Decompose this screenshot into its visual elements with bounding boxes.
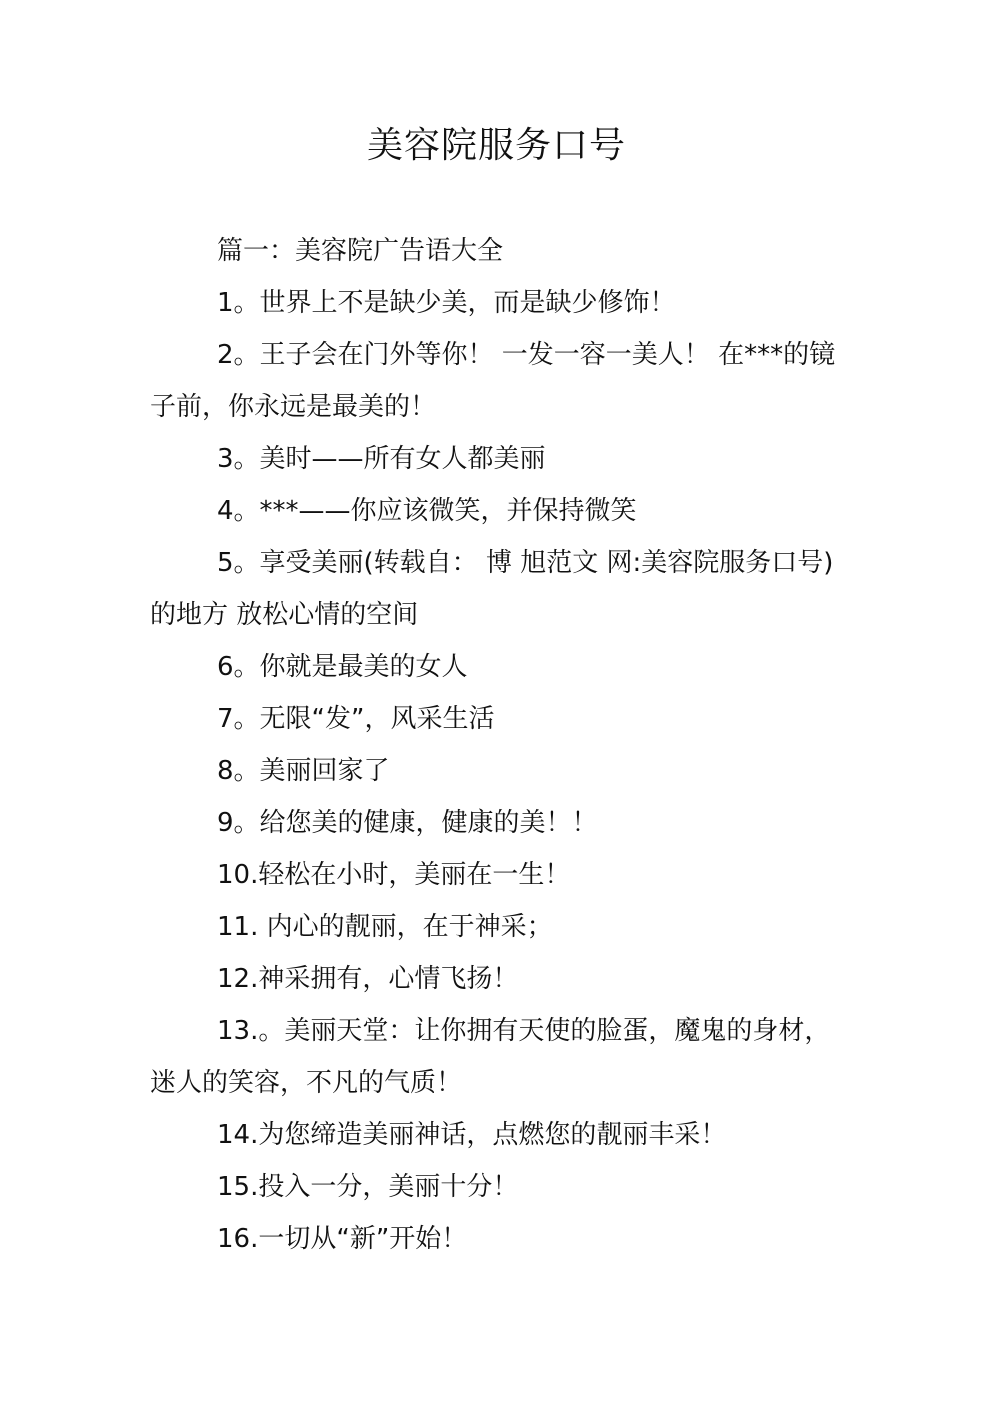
paragraph: 7。无限“发”，风采生活	[217, 704, 495, 734]
paragraph: 3。美时——所有女人都美丽	[217, 444, 546, 474]
document-body	[150, 225, 848, 1265]
paragraph: 16.一切从“新”开始！	[217, 1224, 468, 1254]
paragraph: 15.投入一分，美丽十分！	[217, 1172, 519, 1202]
paragraph: 6。你就是最美的女人	[217, 652, 468, 682]
paragraph: 1。世界上不是缺少美，而是缺少修饰！	[217, 288, 676, 318]
paragraph: 14.为您缔造美丽神话，点燃您的靓丽丰采！	[217, 1120, 727, 1150]
paragraph: 篇一：美容院广告语大全	[217, 236, 504, 266]
page-title: 美容院服务口号	[366, 125, 626, 166]
paragraph: 4。***——你应该微笑，并保持微笑	[217, 496, 637, 526]
paragraph: 5。享受美丽(转载自： 博 旭范文 网:美容院服务口号)的地方 放松心情的空间	[150, 548, 834, 630]
paragraph: 2。王子会在门外等你！ 一发一容一美人！ 在***的镜子前，你永远是最美的！	[150, 340, 836, 422]
paragraph: 11. 内心的靓丽，在于神采；	[217, 912, 553, 942]
paragraph: 9。给您美的健康，健康的美！！	[217, 808, 598, 838]
paragraph: 12.神采拥有，心情飞扬！	[217, 964, 519, 994]
paragraph: 8。美丽回家了	[217, 756, 390, 786]
paragraph: 13.。美丽天堂：让你拥有天使的脸蛋，魔鬼的身材，迷人的笑容，不凡的气质！	[150, 1016, 831, 1098]
paragraph: 10.轻松在小时，美丽在一生！	[217, 860, 571, 890]
